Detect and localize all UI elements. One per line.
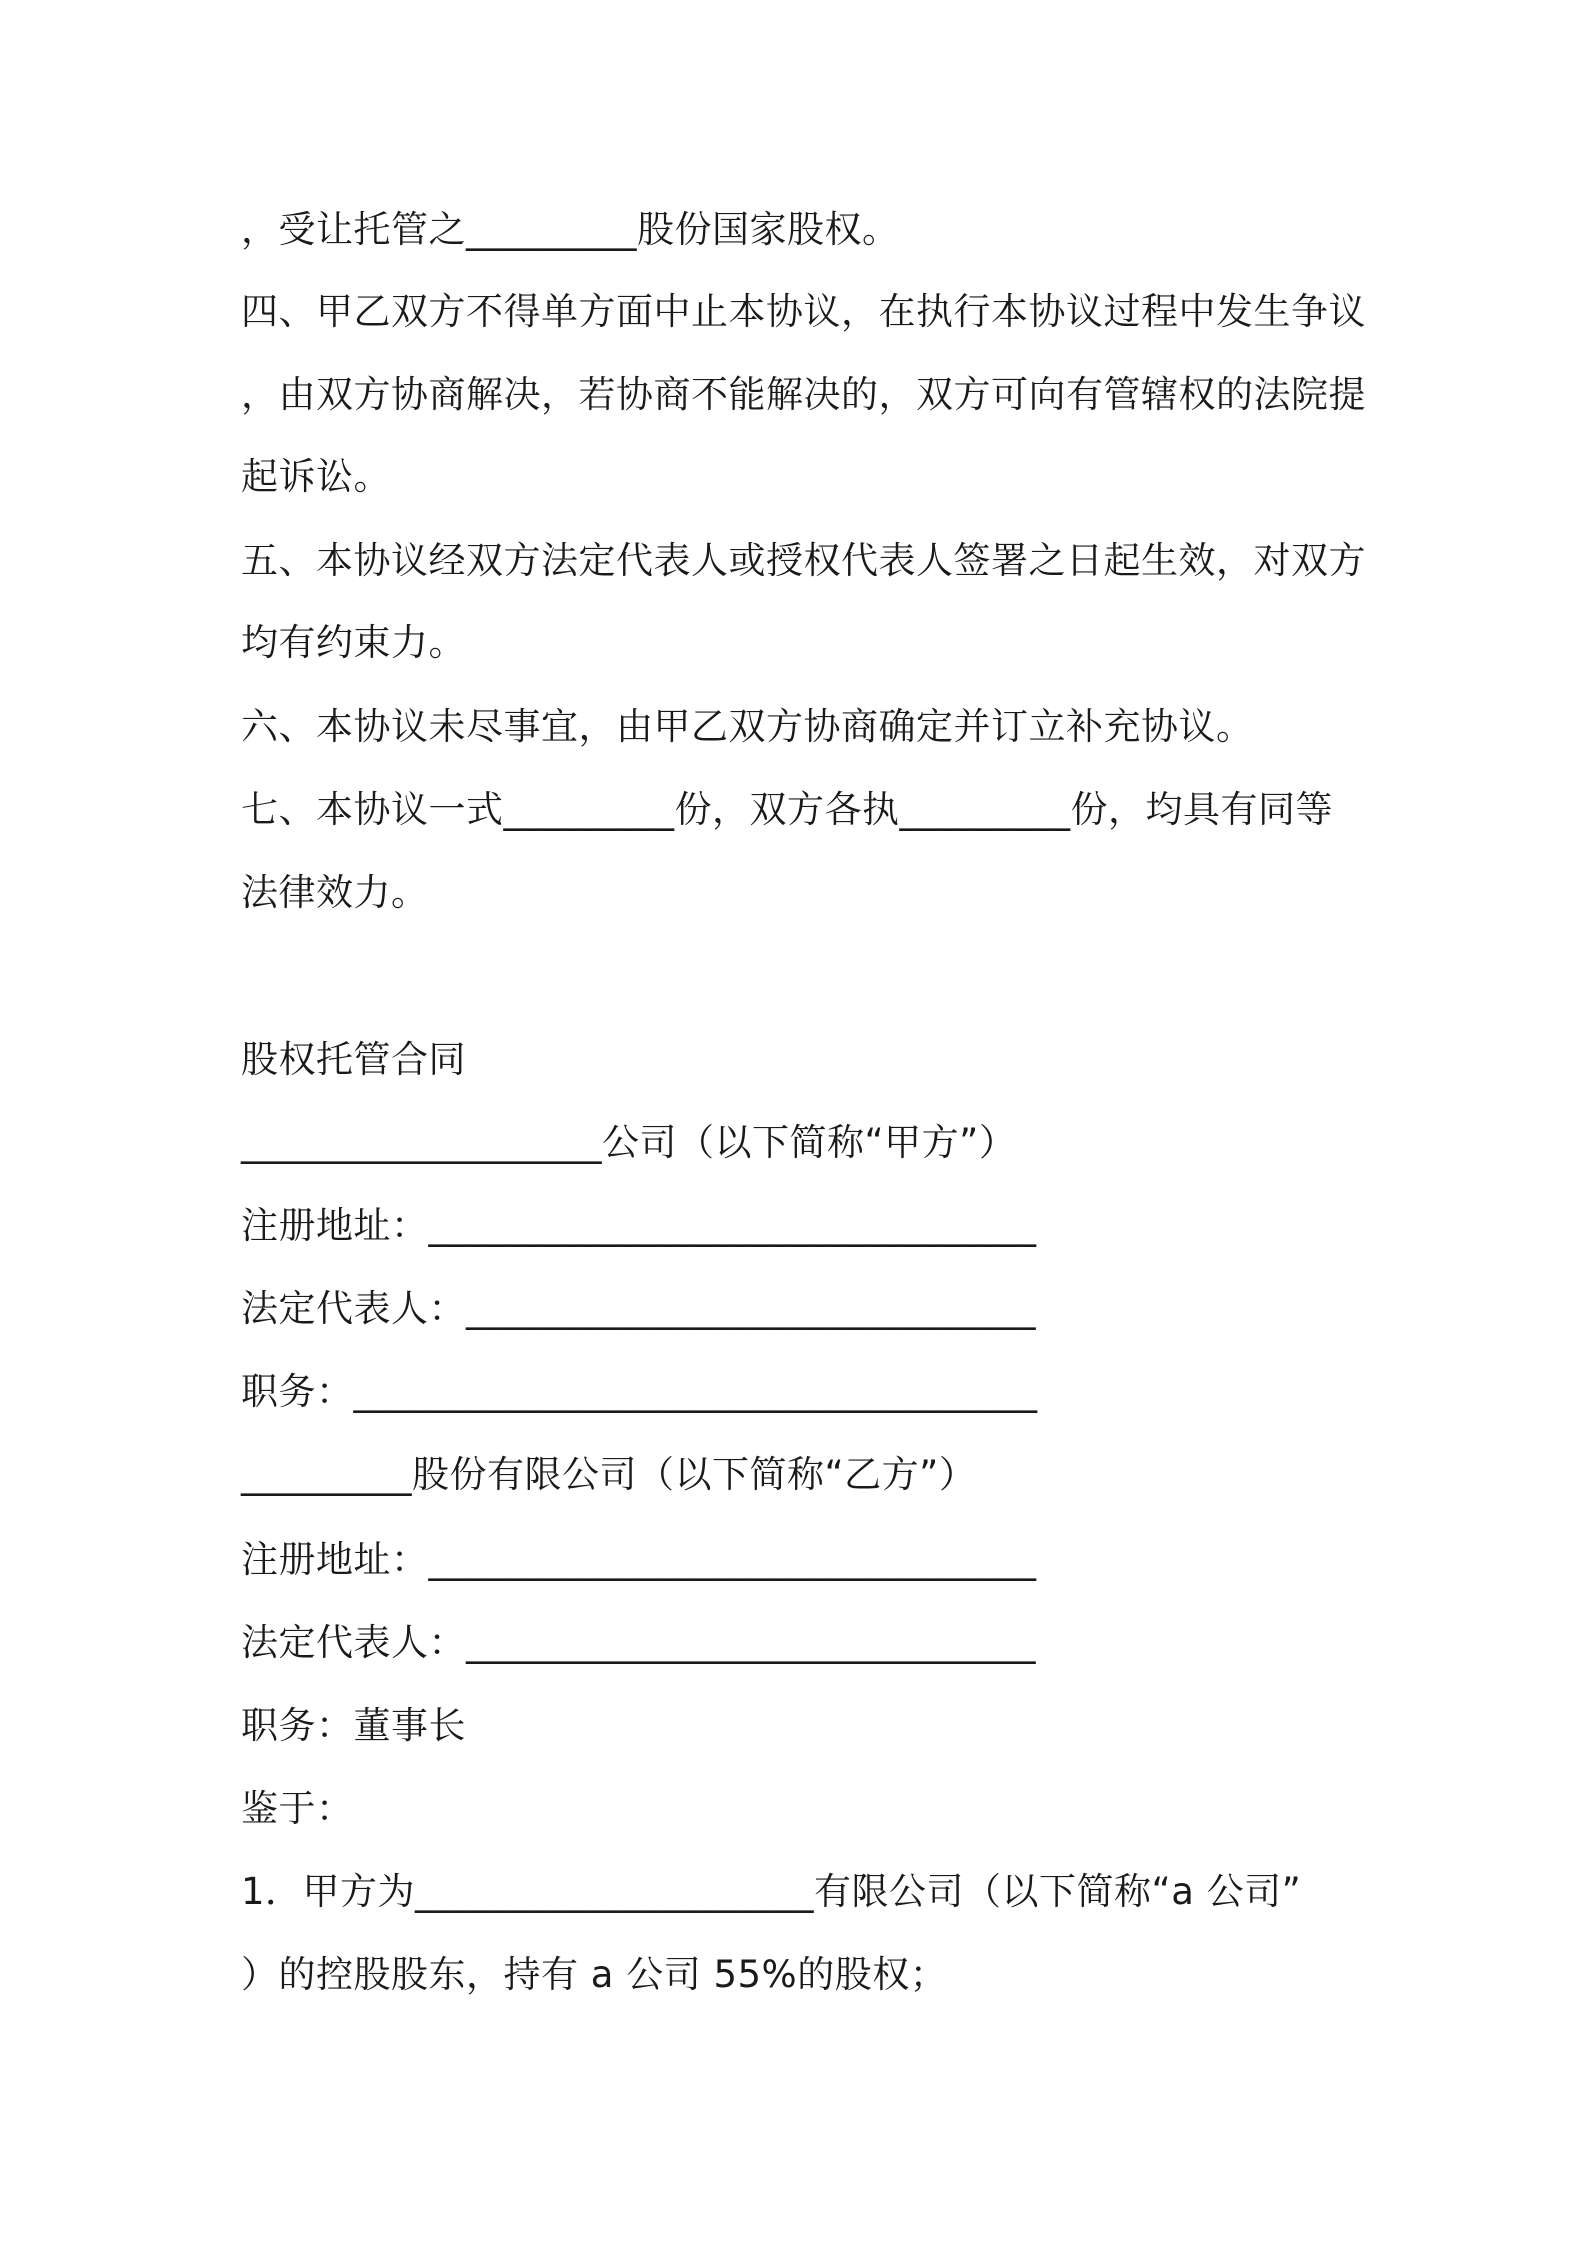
party-a-name: ___________________公司（以下简称“甲方”） (241, 1121, 1017, 1164)
paragraph-line: ，由双方协商解决，若协商不能解决的，双方可向有管辖权的法院提 (241, 373, 1366, 416)
clause-1-line-2: ）的控股股东，持有 a 公司 55%的股权； (241, 1953, 948, 1996)
party-b-address: 注册地址：________________________________ (241, 1538, 1037, 1581)
party-b-position: 职务：董事长 (241, 1704, 466, 1747)
paragraph-line: 均有约束力。 (241, 621, 466, 664)
paragraph-line: 七、本协议一式_________份，双方各执_________份，均具有同等 (241, 788, 1333, 831)
whereas-heading: 鉴于： (241, 1787, 354, 1830)
clause-1-line-1: 1．甲方为_____________________有限公司（以下简称“a 公司” (241, 1870, 1302, 1913)
contract-title: 股权托管合同 (241, 1038, 466, 1081)
paragraph-line: 法律效力。 (241, 871, 429, 914)
paragraph-line: 六、本协议未尽事宜，由甲乙双方协商确定并订立补充协议。 (241, 705, 1254, 748)
paragraph-line: ，受让托管之_________股份国家股权。 (241, 208, 900, 251)
paragraph-line: 四、甲乙双方不得单方面中止本协议，在执行本协议过程中发生争议 (241, 290, 1366, 333)
party-b-legal-rep: 法定代表人：______________________________ (241, 1621, 1036, 1664)
party-b-name: _________股份有限公司（以下简称“乙方”） (241, 1453, 977, 1496)
party-a-address: 注册地址：________________________________ (241, 1204, 1037, 1247)
party-a-legal-rep: 法定代表人：______________________________ (241, 1287, 1036, 1330)
party-a-position: 职务：____________________________________ (241, 1370, 1038, 1413)
paragraph-line: 五、本协议经双方法定代表人或授权代表人签署之日起生效，对双方 (241, 539, 1366, 582)
paragraph-line: 起诉讼。 (241, 455, 391, 498)
